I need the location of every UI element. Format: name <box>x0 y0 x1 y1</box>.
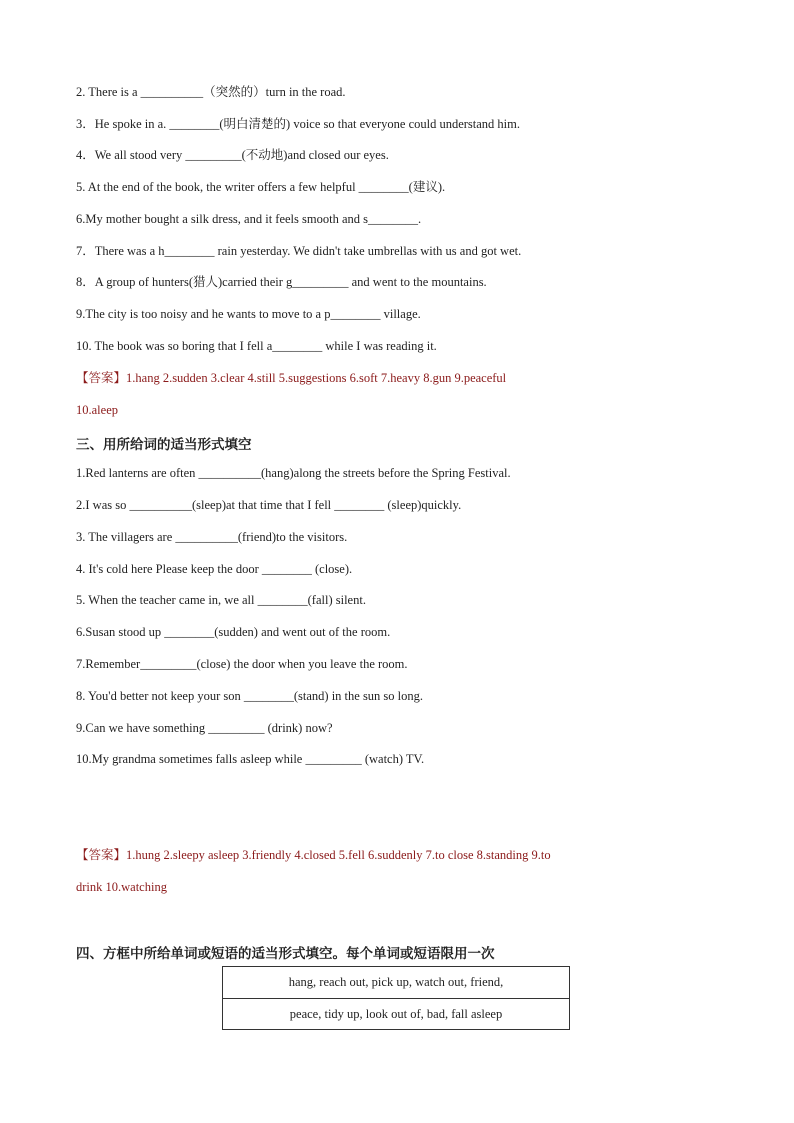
question-5: 5. At the end of the book, the writer offers a few helpful ________(建议). <box>76 180 446 194</box>
answer-text: 1.hung 2.sleepy asleep 3.friendly 4.closed 5.fell 6.suddenly 7.to close 8.standing 9.to <box>126 848 551 862</box>
s3-question-3: 3. The villagers are __________(friend)to the visitors. <box>76 530 348 544</box>
answer-key-section3-cont: drink 10.watching <box>76 880 167 894</box>
section-4-heading: 四、方框中所给单词或短语的适当形式填空。每个单词或短语限用一次 <box>76 946 495 962</box>
s3-question-6: 6.Susan stood up ________(sudden) and went out of the room. <box>76 625 391 639</box>
answer-text: 1.hang 2.sudden 3.clear 4.still 5.suggestions 6.soft 7.heavy 8.gun 9.peaceful <box>126 371 507 385</box>
question-4: 4．We all stood very _________(不动地)and closed our eyes. <box>76 148 389 162</box>
question-2: 2. There is a __________（突然的）turn in the road. <box>76 85 346 99</box>
answer-key-section2 <box>76 370 506 386</box>
s3-question-1: 1.Red lanterns are often __________(hang)along the streets before the Spring Festival. <box>76 466 511 480</box>
question-9: 9.The city is too noisy and he wants to move to a p________ village. <box>76 307 421 321</box>
s3-question-4: 4. It's cold here Please keep the door ________ (close). <box>76 562 353 576</box>
answer-key-section3 <box>76 847 551 863</box>
s3-question-5: 5. When the teacher came in, we all ________(fall) silent. <box>76 593 366 607</box>
s3-question-9: 9.Can we have something _________ (drink) now? <box>76 721 333 735</box>
s3-question-10: 10.My grandma sometimes falls asleep while _________ (watch) TV. <box>76 752 425 766</box>
answer-tag: 【答案】 <box>76 848 127 862</box>
question-3: 3．He spoke in a. ________(明白清楚的) voice so that everyone could understand him. <box>76 117 521 131</box>
question-6: 6.My mother bought a silk dress, and it feels smooth and s________. <box>76 212 422 226</box>
answer-key-section2-cont: 10.aleep <box>76 403 118 417</box>
s3-question-2: 2.I was so __________(sleep)at that time that I fell ________ (sleep)quickly. <box>76 498 462 512</box>
s3-question-7: 7.Remember_________(close) the door when you leave the room. <box>76 657 408 671</box>
s3-question-8: 8. You'd better not keep your son ________(stand) in the sun so long. <box>76 689 424 703</box>
word-box-row-2: peace, tidy up, look out of, bad, fall asleep <box>223 998 569 1030</box>
question-8: 8．A group of hunters(猎人)carried their g_________ and went to the mountains. <box>76 275 487 289</box>
word-box <box>222 966 570 1030</box>
question-7: 7．There was a h________ rain yesterday. We didn't take umbrellas with us and got wet. <box>76 244 522 258</box>
answer-tag: 【答案】 <box>76 371 127 385</box>
section-3-heading: 三、用所给词的适当形式填空 <box>76 437 252 453</box>
word-box-row-1: hang, reach out, pick up, watch out, friend, <box>288 975 504 989</box>
question-10: 10. The book was so boring that I fell a________ while I was reading it. <box>76 339 437 353</box>
